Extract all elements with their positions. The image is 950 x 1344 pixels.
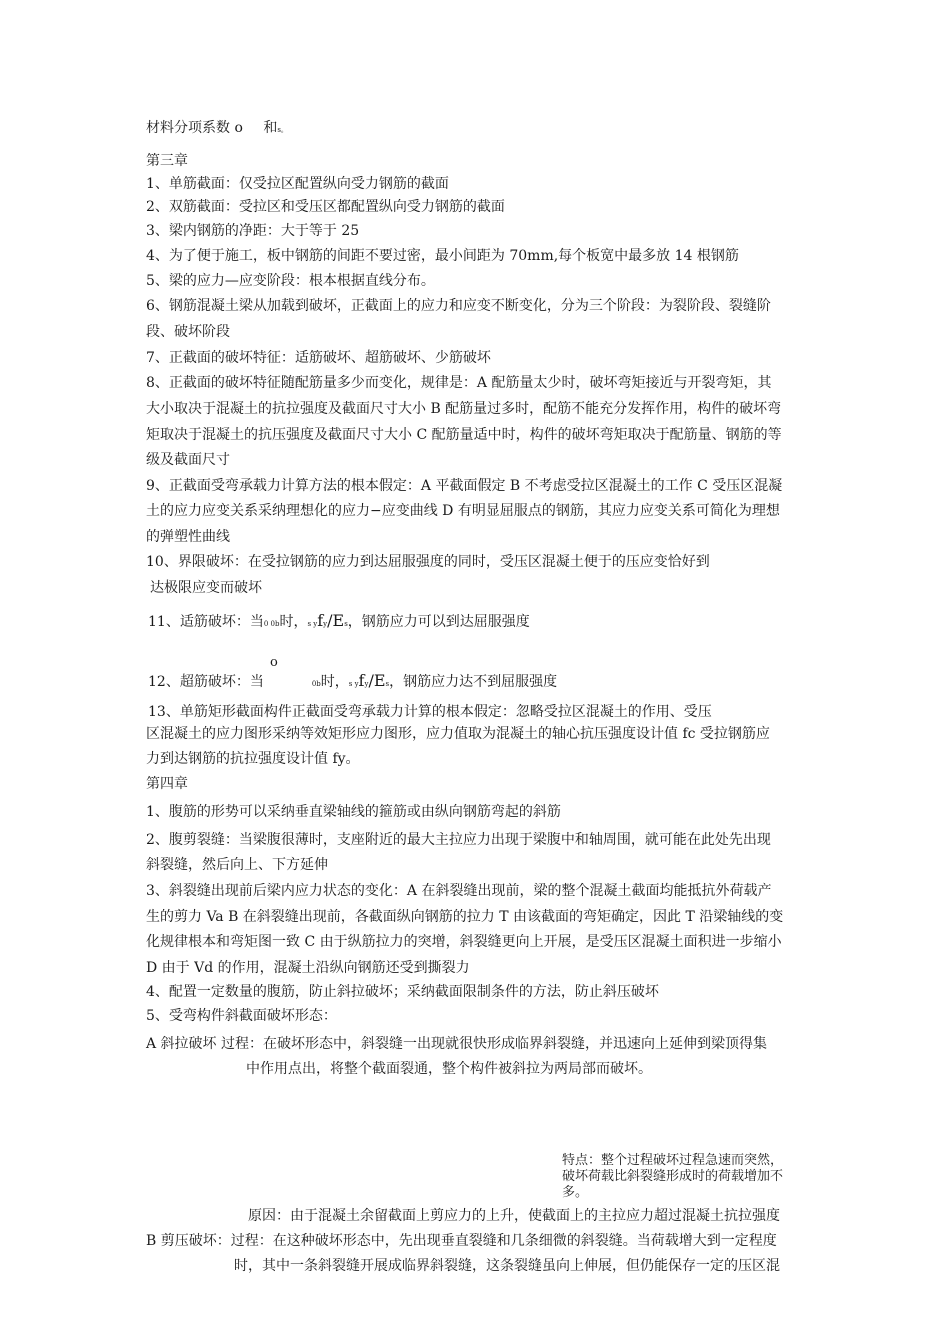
ch3-item-11 <box>148 613 530 632</box>
ch3-item-8-line4: 级及截面尺寸 <box>146 452 230 468</box>
item12-circle-symbol: o <box>270 655 278 670</box>
ch3-item-9-line2: 土的应力应变关系采纳理想化的应力−应变曲线 D 有明显屈服点的钢筋，其应力应变关系可简化为理想 <box>146 503 780 519</box>
shear-compression-line2: 时，其中一条斜裂缝开展成临界斜裂缝，这条裂缝虽向上伸展，但仍能保存一定的压区混 <box>234 1258 780 1274</box>
item11-es-sub: s <box>344 620 348 628</box>
ch3-item-10-line1: 10、界限破坏：在受拉钢筋的应力到达屈服强度的同时，受压区混凝土便于的压应变恰好到 <box>146 554 710 570</box>
item11-es: /E <box>327 611 345 630</box>
item11-sub-eps: s y <box>307 620 318 628</box>
feature-line3: 多。 <box>562 1185 589 1200</box>
ch3-item-8-line1: 8、正截面的破坏特征随配筋量多少而变化，规律是：A 配筋量太少时，破坏弯矩接近与开裂弯矩，其 <box>146 375 772 391</box>
item11-when: 时， <box>279 614 308 630</box>
ch4-item-5: 5、受弯构件斜截面破坏形态： <box>146 1008 337 1024</box>
and-text: 和 <box>263 120 278 136</box>
item12-sub-xi: 0b <box>311 680 321 688</box>
ch3-item-4: 4、为了便于施工，板中钢筋的间距不要过密，最小间距为 70mm,每个板宽中最多放 14 根钢筋 <box>146 248 739 264</box>
ch3-item-6-line2: 段、破坏阶段 <box>146 324 230 340</box>
ch4-item-3-line3: 化规律根本和弯矩图一致 C 由于纵筋拉力的突增，斜裂缝更向上开展，是受压区混凝土面积进一步缩小 <box>146 934 782 950</box>
ch4-item-3-line2: 生的剪力 Va B 在斜裂缝出现前，各截面纵向钢筋的拉力 T 由该截面的弯矩确定，因此 T 沿梁轴线的变 <box>146 909 784 925</box>
item11-sub-xi: 0 0b <box>263 620 280 628</box>
ch3-item-9-line1: 9、正截面受弯承载力计算方法的根本假定：A 平截面假定 B 不考虑受拉区混凝土的工作 C 受压区混凝 <box>146 478 783 494</box>
ch4-item-4: 4、配置一定数量的腹筋，防止斜拉破坏；采纳截面限制条件的方法，防止斜压破坏 <box>146 984 659 1000</box>
item12-es: /E <box>368 671 386 690</box>
ch3-item-2: 2、双筋截面：受拉区和受压区都配置纵向受力钢筋的截面 <box>146 199 505 215</box>
ch3-item-12 <box>148 673 557 692</box>
chapter4-title: 第四章 <box>146 776 188 792</box>
shear-tension-process-line1: A 斜拉破坏 过程：在破坏形态中，斜裂缝一出现就很快形成临界斜裂缝，并迅速向上延伸到梁顶得集 <box>146 1036 768 1052</box>
item12-prefix: 12、超筋破坏：当 <box>148 674 264 690</box>
item11-suffix: ，钢筋应力可以到达屈服强度 <box>347 614 530 630</box>
material-factor-line <box>146 120 288 138</box>
s-sub: s。 <box>277 126 288 134</box>
shear-compression-line1: B 剪压破坏：过程：在这种破坏形态中，先出现垂直裂缝和几条细微的斜裂缝。当荷载增大到一定程度 <box>146 1233 777 1249</box>
ch3-item-6-line1: 6、钢筋混凝土梁从加载到破坏，正截面上的应力和应变不断变化，分为三个阶段：为裂阶段、裂缝阶 <box>146 298 771 314</box>
item12-sub-eps: s y <box>348 680 359 688</box>
ch3-item-8-line3: 矩取决于混凝土的抗压强度及截面尺寸大小 C 配筋量适中时，构件的破坏弯矩取决于配筋量、钢筋的等 <box>146 427 782 443</box>
ch3-item-13-line1: 13、单筋矩形截面构件正截面受弯承载力计算的根本假定：忽略受拉区混凝土的作用、受压 <box>148 704 712 720</box>
ch3-item-8-line2: 大小取决于混凝土的抗拉强度及截面尺寸大小 B 配筋量过多时，配筋不能充分发挥作用，构件的破坏弯 <box>146 401 782 417</box>
item12-fy: f <box>358 671 365 690</box>
ch4-item-3-line4: D 由于 Vd 的作用，混凝土沿纵向钢筋还受到撕裂力 <box>146 960 470 976</box>
ch3-item-1: 1、单筋截面：仅受拉区配置纵向受力钢筋的截面 <box>146 176 449 192</box>
reason-line: 原因：由于混凝土余留截面上剪应力的上升，使截面上的主拉应力超过混凝土抗拉强度 <box>248 1208 780 1224</box>
ch3-item-13-line3: 力到达钢筋的抗拉强度设计值 fy。 <box>146 751 360 767</box>
item12-suffix: ，钢筋应力达不到屈服强度 <box>389 674 558 690</box>
ch4-item-1: 1、腹筋的形势可以采纳垂直梁轴线的箍筋或由纵向钢筋弯起的斜筋 <box>146 804 561 820</box>
ch3-item-13-line2: 区混凝土的应力图形采纳等效矩形应力图形，应力值取为混凝土的轴心抗压强度设计值 fc 受拉钢筋应 <box>146 726 770 742</box>
item12-fy-sub: y <box>364 680 369 688</box>
ch3-item-10-line2: 达极限应变而破坏 <box>150 580 262 596</box>
item11-prefix: 11、适筋破坏：当 <box>148 614 264 630</box>
item12-when: 时， <box>320 674 349 690</box>
item12-es-sub: s <box>385 680 390 688</box>
feature-line1: 特点：整个过程破坏过程急速而突然， <box>562 1153 784 1168</box>
feature-line2: 破坏荷载比斜裂缝形成时的荷载增加不 <box>562 1169 784 1184</box>
item11-fy: f <box>317 611 324 630</box>
ch3-item-5: 5、梁的应力—应变阶段：根本根据直线分布。 <box>146 273 435 289</box>
ch3-item-9-line3: 的弹塑性曲线 <box>146 529 230 545</box>
shear-tension-process-line2: 中作用点出，将整个截面裂通，整个构件被斜拉为两局部而破坏。 <box>246 1061 652 1077</box>
ch3-item-7: 7、正截面的破坏特征：适筋破坏、超筋破坏、少筋破坏 <box>146 350 491 366</box>
ch4-item-2-line2: 斜裂缝，然后向上、下方延伸 <box>146 857 328 873</box>
ch3-item-3: 3、梁内钢筋的净距：大于等于 25 <box>146 223 360 239</box>
chapter3-title: 第三章 <box>146 153 188 169</box>
ch4-item-3-line1: 3、斜裂缝出现前后梁内应力状态的变化：A 在斜裂缝出现前，梁的整个混凝土截面均能抵抗外荷载产 <box>146 883 772 899</box>
ch4-item-2-line1: 2、腹剪裂缝：当梁腹很薄时，支座附近的最大主拉应力出现于梁腹中和轴周围，就可能在此处先出现 <box>146 832 771 848</box>
material-text: 材料分项系数 o <box>146 120 243 136</box>
item11-fy-sub: y <box>323 620 328 628</box>
